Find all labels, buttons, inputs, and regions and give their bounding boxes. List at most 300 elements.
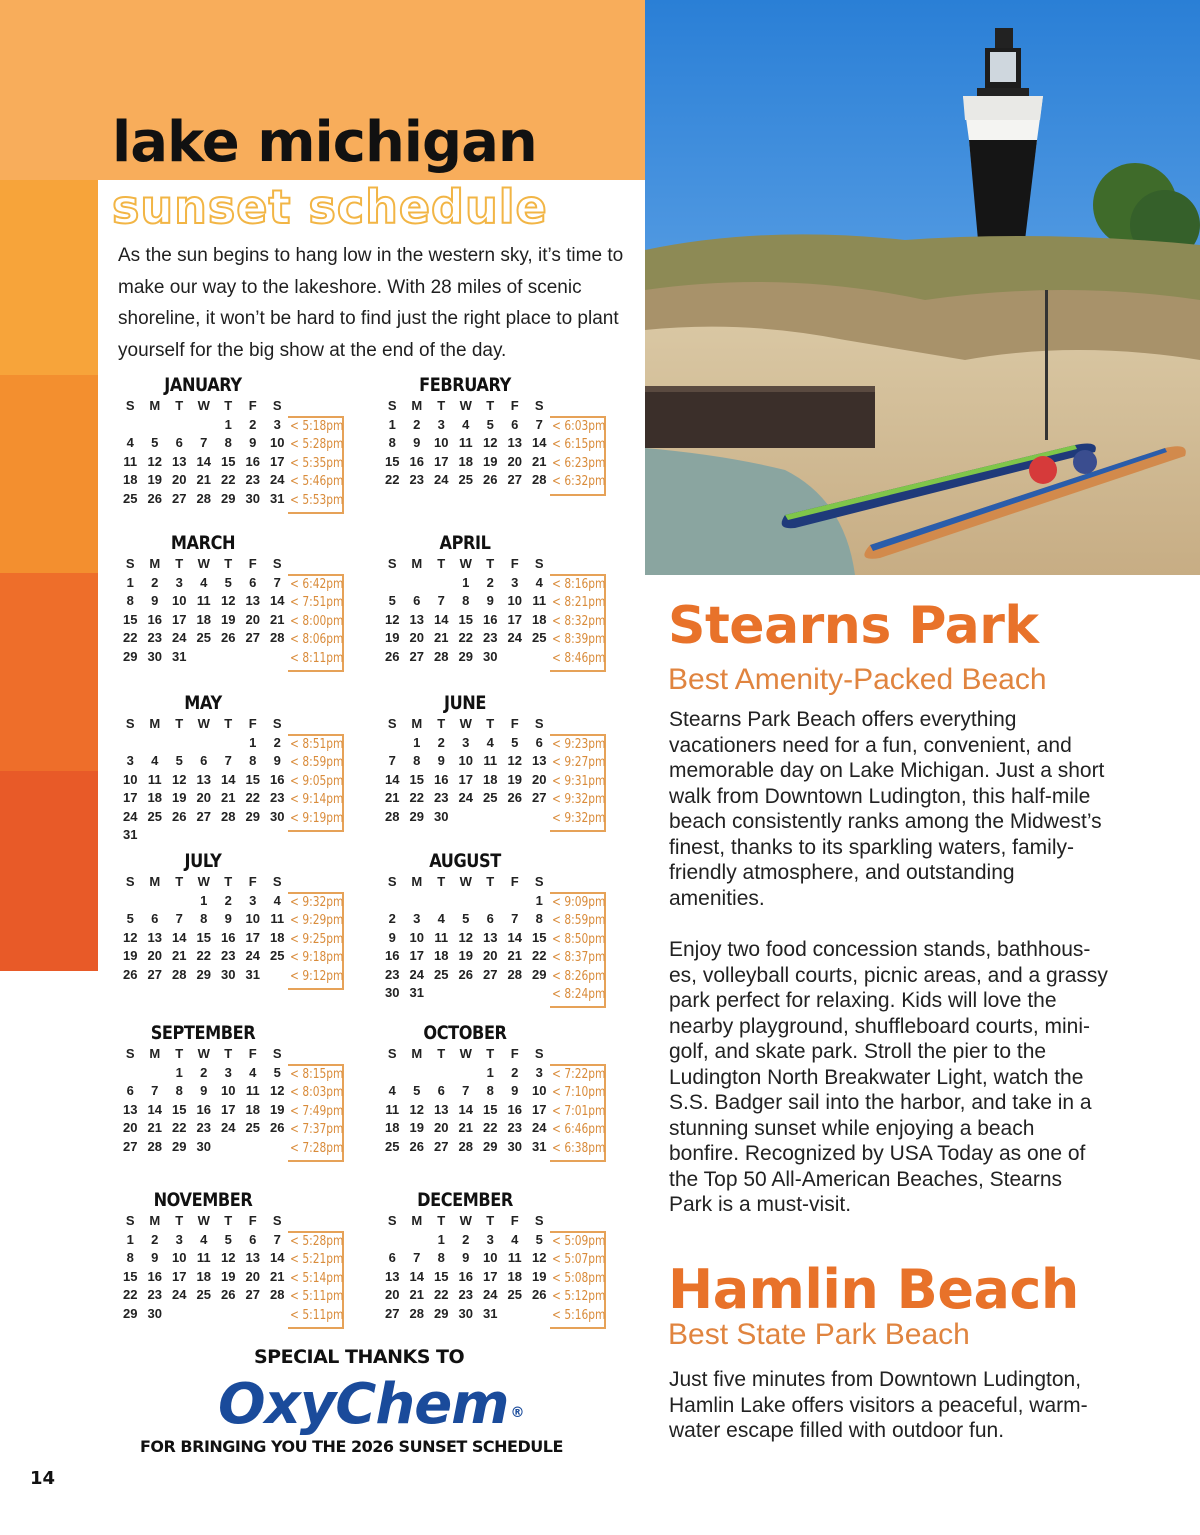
- sunset-time: < 9:09pm: [552, 895, 606, 910]
- date-cell: 12: [458, 929, 473, 945]
- date-cell: 23: [196, 1120, 211, 1136]
- date-cell: 1: [126, 1232, 134, 1247]
- date-cell: 5: [462, 911, 470, 927]
- weekday-label: T: [175, 874, 184, 889]
- date-cell: 13: [483, 929, 498, 945]
- date-cell: [454, 892, 479, 910]
- date-cell: 12: [221, 593, 236, 609]
- date-cell: 7: [273, 1232, 281, 1247]
- week-row: [118, 826, 290, 844]
- weekday-label: S: [125, 874, 135, 889]
- date-cell: 20: [147, 948, 162, 964]
- date-cell: [503, 808, 528, 826]
- date-cell: 9: [413, 435, 421, 451]
- weekday-label: S: [272, 398, 282, 413]
- week-row: [118, 592, 290, 610]
- week-row: [380, 892, 552, 910]
- date-cell: [265, 648, 290, 666]
- date-cell: 12: [483, 435, 498, 451]
- sunset-time: < 8:11pm: [290, 650, 344, 666]
- weekday-label: F: [248, 398, 257, 413]
- sunset-time: < 5:16pm: [552, 1307, 606, 1323]
- date-cell: 6: [151, 911, 159, 927]
- sunset-times: [550, 1064, 606, 1162]
- week-row: [118, 929, 290, 947]
- date-cell: 24: [434, 472, 449, 488]
- date-cell: 11: [270, 911, 285, 927]
- month-december: [380, 1187, 620, 1323]
- date-cell: 16: [196, 1101, 211, 1117]
- date-cell: 15: [123, 611, 138, 627]
- date-cell: 7: [388, 753, 396, 769]
- date-cell: 7: [175, 911, 183, 927]
- month-july: [118, 848, 358, 984]
- date-cell: 28: [221, 808, 236, 824]
- date-cell: 6: [511, 417, 519, 432]
- date-cell: [216, 734, 241, 752]
- date-cell: [167, 826, 192, 844]
- weekday-header: [380, 716, 552, 734]
- weekday-label: M: [149, 398, 161, 413]
- date-cell: 12: [532, 1250, 547, 1266]
- date-cell: 26: [409, 1138, 424, 1154]
- date-cell: 26: [270, 1120, 285, 1136]
- date-cell: [527, 1305, 552, 1323]
- date-cell: [265, 966, 290, 984]
- page-subtitle: sunset schedule: [112, 180, 548, 234]
- sunset-time: < 9:32pm: [552, 810, 606, 826]
- date-cell: 17: [172, 611, 187, 627]
- weekday-label: W: [459, 1046, 472, 1061]
- date-cell: 18: [458, 453, 473, 469]
- date-cell: [380, 1231, 405, 1249]
- date-cell: 28: [172, 966, 187, 982]
- color-band-3: [0, 573, 98, 771]
- date-cell: 14: [385, 771, 400, 787]
- sunset-time: < 5:07pm: [552, 1252, 606, 1268]
- weekday-label: S: [387, 1046, 397, 1061]
- date-cell: 4: [200, 1232, 208, 1247]
- date-cell: 14: [507, 929, 522, 945]
- date-cell: [478, 892, 503, 910]
- sunset-times: [288, 892, 344, 990]
- intro-paragraph: As the sun begins to hang low in the western sky, it’s time to make our way to the lakeshore. With 28 miles of scenic shoreline, it won’t be hard to find just the right place to plant yourself for the big show at the end of the day.: [118, 245, 624, 361]
- sunset-time: < 9:32pm: [552, 792, 606, 808]
- date-cell: 15: [123, 1268, 138, 1284]
- weekday-label: T: [486, 398, 495, 413]
- date-cell: [527, 808, 552, 826]
- date-cell: 7: [511, 911, 519, 927]
- date-cell: 12: [147, 453, 162, 469]
- date-cell: 27: [507, 472, 522, 488]
- weekday-label: F: [248, 556, 257, 571]
- weekday-label: S: [387, 874, 397, 889]
- date-cell: 4: [249, 1065, 257, 1080]
- date-cell: 7: [224, 753, 232, 769]
- sunset-time: < 8:37pm: [552, 950, 606, 966]
- sunset-time: < 8:21pm: [552, 595, 606, 611]
- week-row: [380, 808, 552, 826]
- date-cell: 25: [483, 790, 498, 806]
- week-row: [380, 1268, 552, 1286]
- sunset-time: < 6:23pm: [552, 455, 606, 471]
- week-row: [118, 416, 290, 434]
- date-cell: 5: [224, 1232, 232, 1247]
- date-cell: 21: [270, 611, 285, 627]
- weekday-label: S: [534, 1046, 544, 1061]
- date-cell: 14: [270, 593, 285, 609]
- weekday-label: S: [272, 556, 282, 571]
- date-cell: 15: [434, 1268, 449, 1284]
- date-cell: 12: [172, 771, 187, 787]
- month-name: DECEMBER: [417, 1189, 513, 1211]
- sunset-times: [288, 1231, 344, 1329]
- date-cell: 18: [196, 1268, 211, 1284]
- date-cell: 14: [172, 929, 187, 945]
- week-row: [380, 910, 552, 928]
- date-cell: 1: [249, 735, 257, 750]
- sunset-time: < 8:06pm: [290, 632, 344, 648]
- date-cell: 9: [224, 911, 232, 927]
- date-cell: 16: [147, 611, 162, 627]
- weekday-header: [118, 716, 290, 734]
- date-cell: 16: [507, 1101, 522, 1117]
- date-cell: 9: [511, 1083, 519, 1099]
- date-cell: 3: [126, 753, 134, 769]
- week-row: [380, 929, 552, 947]
- date-cell: 8: [486, 1083, 494, 1099]
- date-cell: 18: [123, 472, 138, 488]
- date-cell: 8: [175, 1083, 183, 1099]
- date-cell: 24: [172, 1287, 187, 1303]
- date-cell: [478, 984, 503, 1002]
- sunset-time: < 6:03pm: [552, 419, 606, 434]
- date-cell: 11: [147, 771, 162, 787]
- date-cell: [429, 984, 454, 1002]
- date-cell: 7: [437, 593, 445, 609]
- weekday-label: M: [149, 1213, 161, 1228]
- date-cell: 14: [196, 453, 211, 469]
- month-name: JULY: [184, 850, 222, 872]
- date-cell: 9: [462, 1250, 470, 1266]
- weekday-header: [380, 398, 552, 416]
- date-cell: 10: [507, 593, 522, 609]
- month-october: [380, 1020, 620, 1156]
- date-cell: 25: [458, 472, 473, 488]
- sunset-time: < 5:11pm: [290, 1289, 344, 1305]
- date-cell: 5: [511, 735, 519, 750]
- week-row: [380, 1138, 552, 1156]
- date-cell: 23: [483, 630, 498, 646]
- date-cell: 24: [483, 1287, 498, 1303]
- week-row: [118, 966, 290, 984]
- date-cell: [454, 984, 479, 1002]
- weekday-label: F: [510, 874, 519, 889]
- week-row: [380, 434, 552, 452]
- weekday-header: [380, 1046, 552, 1064]
- date-cell: 28: [147, 1138, 162, 1154]
- weekday-label: T: [175, 1046, 184, 1061]
- weekday-label: W: [197, 556, 210, 571]
- date-cell: 2: [249, 417, 257, 432]
- weekday-label: M: [411, 398, 423, 413]
- month-january: [118, 372, 358, 508]
- week-row: [380, 611, 552, 629]
- date-cell: 10: [245, 911, 260, 927]
- date-cell: 10: [409, 929, 424, 945]
- date-cell: 8: [126, 1250, 134, 1266]
- date-cell: 27: [385, 1305, 400, 1321]
- week-row: [118, 490, 290, 508]
- date-cell: 1: [413, 735, 421, 750]
- date-cell: 3: [175, 575, 183, 590]
- date-cell: 13: [147, 929, 162, 945]
- date-cell: 30: [385, 984, 400, 1000]
- date-cell: 9: [249, 435, 257, 451]
- date-cell: 19: [221, 1268, 236, 1284]
- date-cell: 17: [172, 1268, 187, 1284]
- weekday-header: [380, 1213, 552, 1231]
- weekday-header: [118, 1046, 290, 1064]
- date-cell: 8: [413, 753, 421, 769]
- date-cell: 1: [175, 1065, 183, 1080]
- sunset-times: [288, 416, 344, 514]
- date-cell: 26: [221, 630, 236, 646]
- weekday-label: W: [459, 1213, 472, 1228]
- week-row: [118, 752, 290, 770]
- section-subtitle-hamlin: Best State Park Beach: [668, 1318, 970, 1351]
- week-row: [118, 1268, 290, 1286]
- date-cell: 28: [434, 648, 449, 664]
- weekday-label: W: [459, 398, 472, 413]
- date-cell: 4: [437, 911, 445, 927]
- weekday-label: T: [486, 874, 495, 889]
- date-cell: 27: [245, 1287, 260, 1303]
- weekday-label: T: [175, 1213, 184, 1228]
- sunset-time: < 5:08pm: [552, 1270, 606, 1286]
- date-cell: 19: [221, 611, 236, 627]
- weekday-label: S: [125, 1046, 135, 1061]
- date-cell: 20: [245, 1268, 260, 1284]
- date-cell: 23: [147, 1287, 162, 1303]
- date-cell: 19: [409, 1120, 424, 1136]
- date-cell: 7: [151, 1083, 159, 1099]
- date-cell: 21: [409, 1287, 424, 1303]
- date-cell: 13: [172, 453, 187, 469]
- date-cell: 24: [221, 1120, 236, 1136]
- weekday-label: M: [411, 1213, 423, 1228]
- week-row: [380, 752, 552, 770]
- date-cell: 19: [123, 948, 138, 964]
- date-cell: 2: [437, 735, 445, 750]
- weekday-label: T: [486, 556, 495, 571]
- date-cell: 16: [434, 771, 449, 787]
- date-cell: 16: [270, 771, 285, 787]
- date-cell: 11: [196, 593, 211, 609]
- date-cell: 18: [483, 771, 498, 787]
- week-row: [380, 1249, 552, 1267]
- weekday-label: T: [175, 556, 184, 571]
- week-row: [380, 966, 552, 984]
- date-cell: 15: [221, 453, 236, 469]
- date-cell: 23: [507, 1120, 522, 1136]
- sunset-times: [288, 574, 344, 672]
- sunset-time: < 7:37pm: [290, 1122, 344, 1138]
- date-cell: 29: [221, 490, 236, 506]
- weekday-label: S: [125, 716, 135, 731]
- weekday-label: T: [224, 1213, 233, 1228]
- sunset-time: < 8:59pm: [290, 755, 344, 771]
- date-cell: 2: [224, 893, 232, 908]
- date-cell: 19: [385, 630, 400, 646]
- date-cell: 15: [483, 1101, 498, 1117]
- date-cell: 28: [270, 1287, 285, 1303]
- date-cell: 11: [434, 929, 449, 945]
- date-cell: 20: [409, 630, 424, 646]
- weekday-label: S: [272, 874, 282, 889]
- date-cell: [192, 826, 217, 844]
- date-cell: 10: [123, 771, 138, 787]
- weekday-label: F: [248, 716, 257, 731]
- date-cell: 22: [483, 1120, 498, 1136]
- date-cell: 15: [385, 453, 400, 469]
- date-cell: 3: [175, 1232, 183, 1247]
- date-cell: 30: [483, 648, 498, 664]
- sunset-time: < 8:50pm: [552, 931, 606, 947]
- weekday-label: S: [125, 398, 135, 413]
- date-cell: 8: [388, 435, 396, 451]
- sunset-time: < 9:25pm: [290, 931, 344, 947]
- date-cell: 15: [532, 929, 547, 945]
- week-row: [380, 592, 552, 610]
- date-cell: 8: [224, 435, 232, 451]
- date-cell: 19: [507, 771, 522, 787]
- date-cell: 12: [270, 1083, 285, 1099]
- weekday-label: F: [248, 874, 257, 889]
- date-cell: 21: [507, 948, 522, 964]
- sunset-time: < 5:28pm: [290, 1234, 344, 1249]
- date-cell: 3: [224, 1065, 232, 1080]
- date-cell: 26: [458, 966, 473, 982]
- date-cell: 3: [437, 417, 445, 432]
- date-cell: 12: [409, 1101, 424, 1117]
- date-cell: 23: [147, 630, 162, 646]
- date-cell: 21: [458, 1120, 473, 1136]
- weekday-label: S: [272, 1046, 282, 1061]
- weekday-label: T: [486, 1046, 495, 1061]
- date-cell: 31: [123, 826, 138, 842]
- date-cell: 16: [409, 453, 424, 469]
- week-row: [380, 648, 552, 666]
- date-cell: 26: [123, 966, 138, 982]
- date-cell: 13: [245, 593, 260, 609]
- month-september: [118, 1020, 358, 1156]
- date-cell: 17: [221, 1101, 236, 1117]
- weekday-label: F: [510, 1046, 519, 1061]
- month-name: JUNE: [444, 692, 486, 714]
- month-february: [380, 372, 620, 490]
- date-cell: 16: [385, 948, 400, 964]
- date-cell: 6: [200, 753, 208, 769]
- date-cell: 19: [147, 472, 162, 488]
- date-cell: 12: [123, 929, 138, 945]
- sunset-time: < 8:03pm: [290, 1085, 344, 1101]
- date-cell: 31: [172, 648, 187, 664]
- date-cell: 22: [532, 948, 547, 964]
- date-cell: 4: [273, 893, 281, 908]
- date-cell: 21: [385, 790, 400, 806]
- date-cell: 1: [437, 1232, 445, 1247]
- sunset-time: < 8:16pm: [552, 577, 606, 592]
- date-cell: 19: [172, 790, 187, 806]
- date-cell: 6: [126, 1083, 134, 1099]
- date-cell: 4: [200, 575, 208, 590]
- date-cell: 5: [224, 575, 232, 590]
- sunset-time: < 8:24pm: [552, 986, 606, 1002]
- date-cell: 1: [388, 417, 396, 432]
- date-cell: [405, 1064, 430, 1082]
- date-cell: [143, 416, 168, 434]
- date-cell: 6: [249, 575, 257, 590]
- week-row: [380, 1305, 552, 1323]
- month-march: [118, 530, 358, 666]
- date-cell: 22: [123, 1287, 138, 1303]
- week-row: [118, 947, 290, 965]
- date-cell: 7: [535, 417, 543, 432]
- week-row: [380, 629, 552, 647]
- week-row: [118, 1305, 290, 1323]
- date-cell: 25: [147, 808, 162, 824]
- date-cell: 22: [123, 630, 138, 646]
- week-row: [118, 629, 290, 647]
- date-cell: [192, 1305, 217, 1323]
- week-row: [380, 1231, 552, 1249]
- week-row: [118, 1101, 290, 1119]
- date-cell: 6: [535, 735, 543, 750]
- date-cell: 10: [221, 1083, 236, 1099]
- sunset-time: < 9:32pm: [290, 895, 344, 910]
- date-cell: 8: [437, 1250, 445, 1266]
- month-april: [380, 530, 620, 666]
- weekday-label: T: [224, 556, 233, 571]
- date-cell: 21: [532, 453, 547, 469]
- sunset-time: < 9:27pm: [552, 755, 606, 771]
- section-title-stearns: Stearns Park: [668, 596, 1039, 656]
- date-cell: 23: [385, 966, 400, 982]
- sunset-time: < 5:09pm: [552, 1234, 606, 1249]
- date-cell: 13: [507, 435, 522, 451]
- date-cell: 10: [270, 435, 285, 451]
- date-cell: [380, 574, 405, 592]
- stearns-paragraph-1: Stearns Park Beach offers everything vacationers need for a fun, convenient, and memorable day on Lake Michigan. Just a short walk from Downtown Ludington, this half-mile beach consistently ranks among the Midwest’s finest, thanks to its sparkling waters, family-friendly atmosphere, and outstanding amenities.: [669, 708, 1105, 910]
- date-cell: [380, 892, 405, 910]
- date-cell: [241, 1138, 266, 1156]
- week-row: [380, 574, 552, 592]
- week-row: [118, 1231, 290, 1249]
- date-cell: 6: [175, 435, 183, 451]
- week-row: [380, 471, 552, 489]
- date-cell: 28: [385, 808, 400, 824]
- week-row: [380, 1082, 552, 1100]
- date-cell: 31: [409, 984, 424, 1000]
- date-cell: 30: [147, 648, 162, 664]
- date-cell: 31: [483, 1305, 498, 1321]
- week-row: [380, 453, 552, 471]
- date-cell: [143, 892, 168, 910]
- date-cell: 20: [196, 790, 211, 806]
- weekday-label: W: [197, 1213, 210, 1228]
- month-name: MAY: [184, 692, 222, 714]
